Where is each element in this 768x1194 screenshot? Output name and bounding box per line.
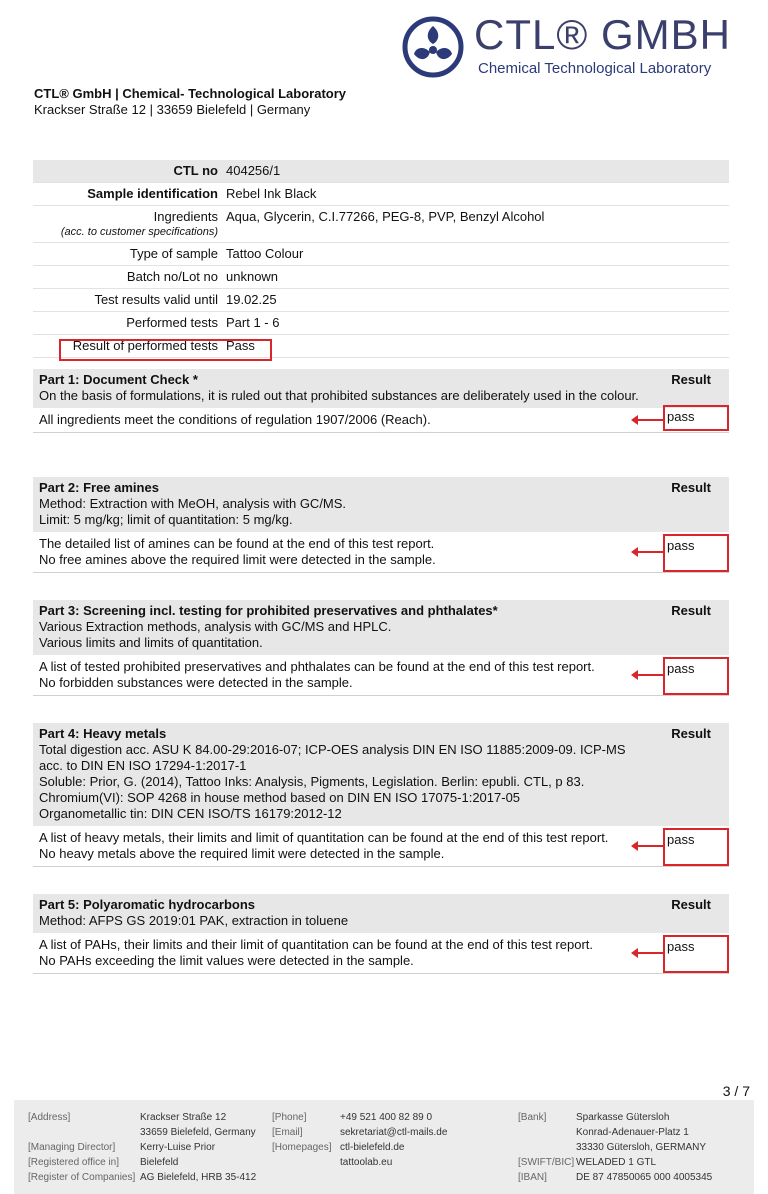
footer-value: Kerry-Luise Prior — [140, 1142, 216, 1153]
part-finding: No forbidden substances were detected in the sample. — [39, 675, 353, 690]
footer-homepage-link[interactable]: tattoolab.eu — [340, 1157, 393, 1168]
footer-label: [SWIFT/BIC] — [518, 1157, 575, 1168]
arrow-icon — [637, 845, 665, 847]
info-label: Sample identification — [87, 186, 218, 201]
sample-info-table — [33, 160, 729, 358]
info-label: Performed tests — [126, 315, 218, 330]
info-value: 19.02.25 — [226, 292, 277, 307]
part-2-section — [33, 477, 729, 573]
arrow-icon — [637, 952, 665, 954]
footer-value: DE 87 47850065 000 4005345 — [576, 1172, 713, 1183]
part-finding: The detailed list of amines can be found at the end of this test report. — [39, 536, 435, 551]
part-method: Chromium(VI): SOP 4268 in house method based on DIN EN ISO 17075-1:2017-05 — [39, 790, 521, 805]
ctl-logo-icon — [402, 16, 464, 78]
part-method: Method: AFPS GS 2019:01 PAK, extraction in toluene — [39, 913, 349, 928]
part-4-section — [33, 723, 729, 867]
result-column-label: Result — [671, 372, 711, 387]
part-title: Part 1: Document Check * — [39, 372, 198, 387]
arrow-icon — [637, 419, 665, 421]
part-method: Method: Extraction with MeOH, analysis with GC/MS. — [39, 496, 347, 511]
footer-label: [IBAN] — [518, 1172, 547, 1183]
part-method: Limit: 5 mg/kg; limit of quantitation: 5 mg/kg. — [39, 512, 293, 527]
part-header — [33, 369, 729, 408]
arrow-icon — [637, 551, 665, 553]
part-5-section — [33, 894, 729, 974]
info-value: Rebel Ink Black — [226, 186, 317, 201]
result-column-label: Result — [671, 726, 711, 741]
ingredients-note: (acc. to customer specifications) — [60, 226, 218, 238]
ingredients-label: Ingredients — [153, 209, 218, 224]
footer-label: [Registered office in] — [28, 1157, 119, 1168]
info-value: Aqua, Glycerin, C.I.77266, PEG-8, PVP, Benzyl Alcohol — [226, 209, 545, 224]
part-finding: No free amines above the required limit were detected in the sample. — [39, 552, 436, 567]
part-finding: No heavy metals above the required limit were detected in the sample. — [39, 846, 445, 861]
footer-label: [Managing Director] — [28, 1142, 116, 1153]
info-row-type — [33, 243, 729, 266]
part-body — [33, 826, 729, 867]
result-column-label: Result — [671, 603, 711, 618]
pass-box: pass — [663, 657, 729, 695]
pass-box: pass — [663, 935, 729, 973]
info-value-result: Pass — [226, 338, 255, 353]
footer-value: 33659 Bielefeld, Germany — [140, 1127, 256, 1138]
footer-value: AG Bielefeld, HRB 35-412 — [140, 1172, 257, 1183]
info-label — [33, 206, 222, 242]
footer-email-link[interactable]: sekretariat@ctl-mails.de — [340, 1127, 448, 1138]
lab-name: CTL® GmbH | Chemical- Technological Laboratory — [34, 86, 347, 101]
part-1-section — [33, 369, 729, 433]
part-method: Various limits and limits of quantitation. — [39, 635, 263, 650]
part-finding: A list of heavy metals, their limits and limit of quantitation can be found at the end of this test report. — [39, 830, 609, 845]
lab-address: Krackser Straße 12 | 33659 Bielefeld | Germany — [34, 102, 311, 117]
info-label: Type of sample — [129, 246, 218, 261]
info-value: Part 1 - 6 — [226, 315, 280, 330]
footer-label: [Bank] — [518, 1112, 547, 1123]
page-footer — [14, 1100, 754, 1194]
footer-value: Sparkasse Gütersloh — [576, 1112, 670, 1123]
info-label: CTL no — [173, 163, 218, 178]
part-method: Total digestion acc. ASU K 84.00-29:2016-07; ICP-OES analysis DIN EN ISO 11885:2009-09. ICP-MS acc. to DIN EN ISO 17294-1:2017-1 — [39, 742, 626, 773]
footer-homepage-link[interactable]: ctl-bielefeld.de — [340, 1142, 405, 1153]
info-label: Batch no/Lot no — [126, 269, 218, 284]
part-finding: A list of tested prohibited preservatives and phthalates can be found at the end of this test report. — [39, 659, 595, 674]
info-row-batch — [33, 266, 729, 289]
footer-label: [Homepages] — [272, 1142, 332, 1153]
part-body — [33, 655, 729, 696]
info-value: Tattoo Colour — [226, 246, 304, 261]
footer-phone: +49 521 400 82 89 0 — [340, 1112, 433, 1123]
part-finding: No PAHs exceeding the limit values were detected in the sample. — [39, 953, 414, 968]
footer-label: [Email] — [272, 1127, 303, 1138]
part-header — [33, 723, 729, 826]
result-highlight-box — [59, 339, 272, 361]
result-column-label: Result — [671, 480, 711, 495]
page-number: 3 / 7 — [722, 1083, 750, 1099]
footer-label: [Register of Companies] — [28, 1172, 136, 1183]
part-title: Part 4: Heavy metals — [39, 726, 167, 741]
info-row-performed — [33, 312, 729, 335]
footer-label: [Phone] — [272, 1112, 307, 1123]
part-body — [33, 408, 729, 433]
info-value: 404256/1 — [226, 163, 281, 178]
pass-box: pass — [663, 534, 729, 572]
part-method: Soluble: Prior, G. (2014), Tattoo Inks: Analysis, Pigments, Legislation. Berlin: epubli. CTL, p 83. — [39, 774, 585, 789]
info-label: Result of performed tests — [72, 338, 218, 353]
part-3-section — [33, 600, 729, 696]
part-header — [33, 477, 729, 532]
result-column-label: Result — [671, 897, 711, 912]
part-header — [33, 894, 729, 933]
part-body — [33, 532, 729, 573]
footer-value: 33330 Gütersloh, GERMANY — [576, 1142, 707, 1153]
info-row-valid — [33, 289, 729, 312]
part-finding: A list of PAHs, their limits and their limit of quantitation can be found at the end of this test report. — [39, 937, 593, 952]
info-row-ctl-no — [33, 160, 729, 183]
info-row-ingredients — [33, 206, 729, 243]
logo-subtitle: Chemical Technological Laboratory — [478, 60, 712, 77]
part-method: Organometallic tin: DIN CEN ISO/TS 16179:2012-12 — [39, 806, 342, 821]
footer-value: WELADED 1 GTL — [576, 1157, 657, 1168]
part-title: Part 5: Polyaromatic hydrocarbons — [39, 897, 256, 912]
footer-value: Krackser Straße 12 — [140, 1112, 227, 1123]
part-header — [33, 600, 729, 655]
footer-value: Konrad-Adenauer-Platz 1 — [576, 1127, 689, 1138]
arrow-icon — [637, 674, 665, 676]
part-body — [33, 933, 729, 974]
part-title: Part 3: Screening incl. testing for prohibited preservatives and phthalates* — [39, 603, 498, 618]
footer-label: [Address] — [28, 1112, 71, 1123]
info-value: unknown — [226, 269, 279, 284]
part-title: Part 2: Free amines — [39, 480, 159, 495]
pass-box: pass — [663, 405, 729, 431]
logo-title: CTL® GMBH — [474, 11, 731, 58]
info-row-sample — [33, 183, 729, 206]
pass-box: pass — [663, 828, 729, 866]
part-method: Various Extraction methods, analysis with GC/MS and HPLC. — [39, 619, 392, 634]
part-finding: All ingredients meet the conditions of regulation 1907/2006 (Reach). — [39, 412, 431, 427]
info-label: Test results valid until — [94, 292, 218, 307]
part-method: On the basis of formulations, it is ruled out that prohibited substances are deliberately used in the colour. — [39, 388, 639, 403]
footer-value: Bielefeld — [140, 1157, 179, 1168]
